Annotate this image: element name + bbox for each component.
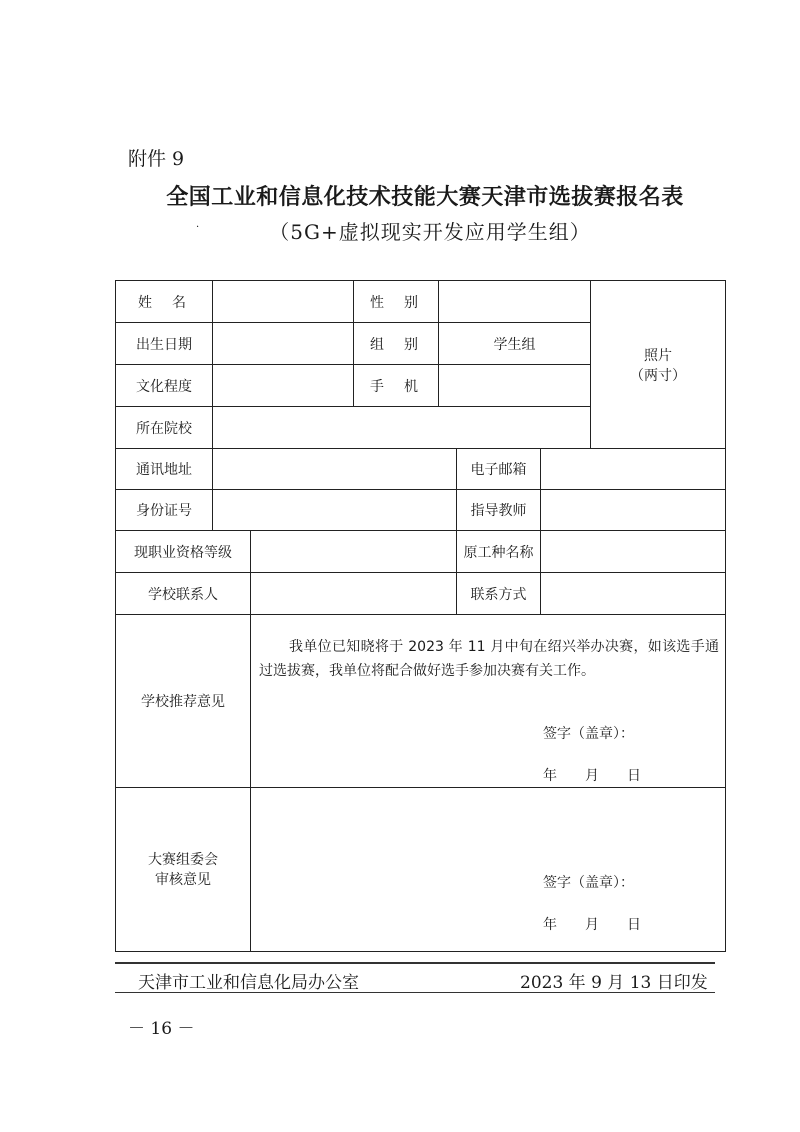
birth-label: 出生日期: [116, 323, 213, 365]
email-label: 电子邮箱: [457, 449, 541, 490]
teacher-field[interactable]: [541, 490, 726, 531]
photo-label: 照片: [644, 347, 673, 364]
group-value: 学生组: [439, 323, 591, 365]
group-label: 组别: [354, 323, 439, 365]
photo-box[interactable]: [591, 281, 726, 449]
contact-person-field[interactable]: [251, 573, 457, 615]
photo-size: （两寸）: [630, 367, 687, 384]
school-opinion-text: 我单位已知晓将于 2023 年 11 月中旬在绍兴举办决赛，如该选手通过选拔赛，我单位将配合做好选手参加决赛有关工作。: [259, 639, 720, 680]
form-title: 全国工业和信息化技术技能大赛天津市选拔赛报名表: [166, 184, 684, 210]
birth-field[interactable]: [213, 323, 354, 365]
footer-rule-bottom: [115, 992, 715, 993]
job-label: 原工种名称: [457, 531, 541, 573]
issue-date: 2023 年 9 月 13 日印发: [520, 973, 708, 993]
committee-label-line2: 审核意见: [155, 872, 211, 889]
form-subtitle: （5G+虚拟现实开发应用学生组）: [269, 220, 591, 244]
school-field[interactable]: [213, 407, 591, 449]
page-number: － 16 －: [128, 1019, 195, 1039]
address-field[interactable]: [213, 449, 457, 490]
id-label: 身份证号: [116, 490, 213, 531]
id-field[interactable]: [213, 490, 457, 531]
contact-method-field[interactable]: [541, 573, 726, 615]
contact-person-label: 学校联系人: [116, 573, 251, 615]
attachment-number: 附件 9: [128, 148, 185, 170]
name-label: 姓名: [116, 281, 213, 323]
registration-form-table: [115, 280, 726, 952]
committee-label-line1: 大赛组委会: [148, 852, 218, 869]
stray-dot: ·: [196, 222, 200, 233]
school-opinion-box[interactable]: [251, 615, 726, 787]
gender-field[interactable]: [439, 281, 591, 323]
school-signature-label: 签字（盖章）：: [543, 726, 634, 743]
name-field[interactable]: [213, 281, 354, 323]
qualification-field[interactable]: [251, 531, 457, 573]
contact-method-label: 联系方式: [457, 573, 541, 615]
school-opinion-label: 学校推荐意见: [116, 615, 251, 787]
committee-opinion-label: [116, 787, 251, 951]
qualification-label: 现职业资格等级: [116, 531, 251, 573]
education-label: 文化程度: [116, 365, 213, 407]
education-field[interactable]: [213, 365, 354, 407]
committee-opinion-box[interactable]: [251, 787, 726, 951]
footer-rule-top: [115, 962, 715, 964]
committee-date-label: 年 月 日: [543, 916, 641, 933]
gender-label: 性别: [354, 281, 439, 323]
teacher-label: 指导教师: [457, 490, 541, 531]
school-label: 所在院校: [116, 407, 213, 449]
job-field[interactable]: [541, 531, 726, 573]
phone-label: 手机: [354, 365, 439, 407]
issuing-office: 天津市工业和信息化局办公室: [138, 973, 359, 993]
phone-field[interactable]: [439, 365, 591, 407]
committee-signature-label: 签字（盖章）：: [543, 874, 634, 891]
school-date-label: 年 月 日: [543, 768, 641, 785]
address-label: 通讯地址: [116, 449, 213, 490]
email-field[interactable]: [541, 449, 726, 490]
